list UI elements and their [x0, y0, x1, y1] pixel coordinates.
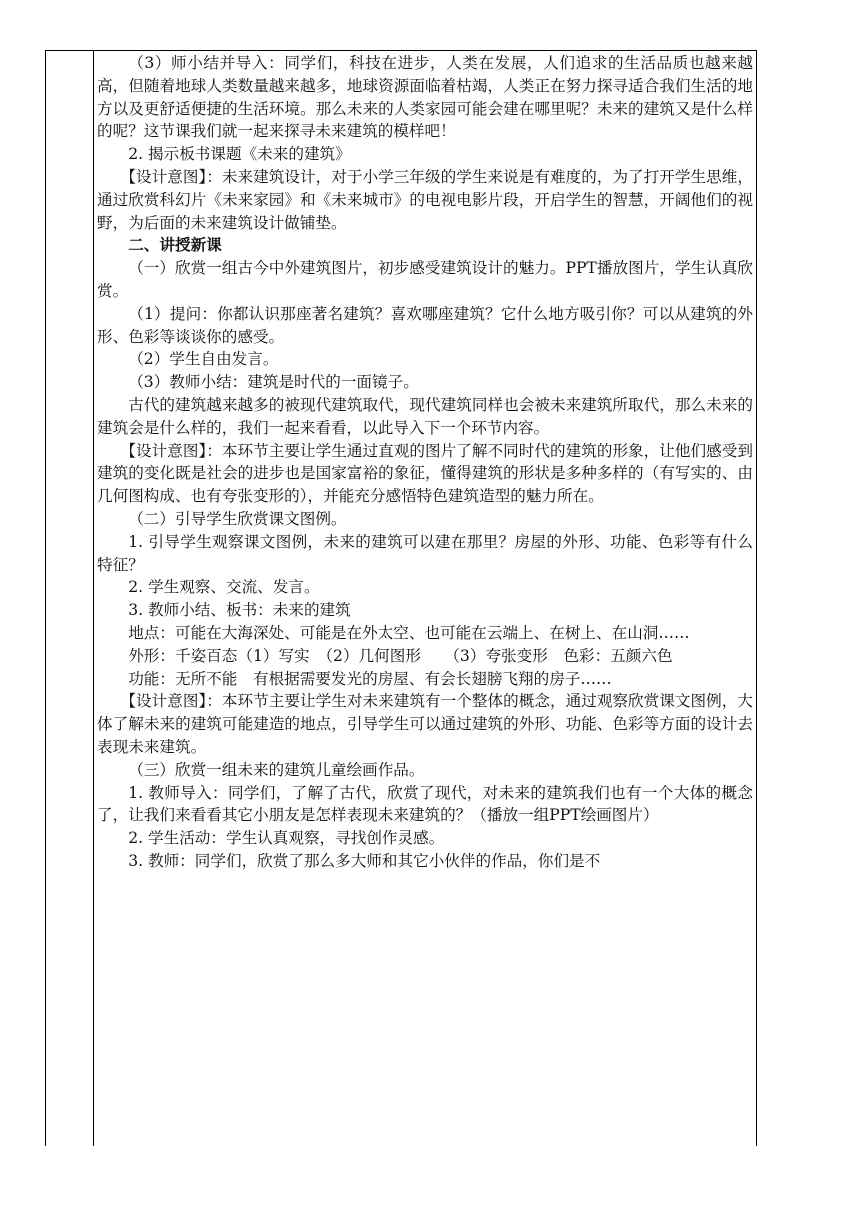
design-intent-paragraph: 【设计意图】：本环节主要让学生对未来建筑有一个整体的概念，通过观察欣赏课文图例，大体了解未来的建筑可能建造的地点，引导学生可以通过建筑的外形、功能、色彩等方面的设计去表现未来建筑。	[97, 692, 753, 756]
paragraph: （3）师小结并导入：同学们，科技在进步，人类在发展，人们追求的生活品质也越来越高，但随着地球人类数量越来越多，地球资源面临着枯竭，人类正在努力探寻适合我们生活的地方以及更舒适便捷的生活环境。那么未来的人类家园可能会建在哪里呢？未来的建筑又是什么样的呢？这节课我们就一起来探寻未来建筑的模样吧！	[97, 54, 753, 141]
paragraph: 古代的建筑越来越多的被现代建筑取代，现代建筑同样也会被未来建筑所取代，那么未来的建筑会是什么样的，我们一起来看看，以此导入下一个环节内容。	[97, 395, 753, 437]
table-top-border	[45, 50, 757, 51]
paragraph: 2. 学生活动：学生认真观察，寻找创作灵感。	[128, 829, 445, 848]
table-column-divider	[93, 50, 94, 1146]
paragraph: 3. 教师小结、板书：未来的建筑	[128, 601, 351, 620]
paragraph: （1）提问：你都认识那座著名建筑？喜欢哪座建筑？它什么地方吸引你？可以从建筑的外形、色彩等谈谈你的感受。	[97, 304, 753, 346]
paragraph: （一）欣赏一组古今中外建筑图片，初步感受建筑设计的魅力。PPT播放图片，学生认真欣赏。	[97, 259, 753, 300]
paragraph: （二）引导学生欣赏课文图例。	[128, 509, 347, 528]
paragraph: （三）欣赏一组未来的建筑儿童绘画作品。	[128, 760, 425, 779]
table-left-border	[45, 50, 46, 1146]
table-right-border	[756, 50, 757, 1146]
section-heading: 二、讲授新课	[128, 235, 222, 255]
paragraph: 2. 学生观察、交流、发言。	[128, 578, 320, 597]
paragraph: 1. 引导学生观察课文图例，未来的建筑可以建在那里？房屋的外形、功能、色彩等有什么特征？	[97, 532, 753, 574]
paragraph: 2. 揭示板书课题《未来的建筑》	[128, 145, 351, 164]
paragraph: （2）学生自由发言。	[128, 350, 279, 369]
paragraph: （3）教师小结：建筑是时代的一面镜子。	[128, 373, 419, 392]
paragraph: 1. 教师导入：同学们，了解了古代，欣赏了现代，对未来的建筑我们也有一个大体的概念了，让我们来看看其它小朋友是怎样表现未来建筑的？（播放一组PPT绘画图片）	[97, 783, 753, 825]
paragraph: 功能：无所不能 有根据需要发光的房屋、有会长翅膀飞翔的房子……	[128, 669, 612, 688]
design-intent-paragraph: 【设计意图】：本环节主要让学生通过直观的图片了解不同时代的建筑的形象，让他们感受到建筑的变化既是社会的进步也是国家富裕的象征，懂得建筑的形状是多种多样的（有写实的、由几何图构成、也有夸张变形的），并能充分感悟特色建筑造型的魅力所在。	[97, 441, 753, 506]
paragraph: 地点：可能在大海深处、可能是在外太空、也可能在云端上、在树上、在山洞……	[128, 623, 690, 642]
paragraph: 3. 教师：同学们，欣赏了那么多大师和其它小伙伴的作品，你们是不	[128, 851, 601, 870]
paragraph: 外形：千姿百态（1）写实 （2）几何图形 （3）夸张变形 色彩：五颜六色	[128, 646, 673, 665]
design-intent-paragraph: 【设计意图】：未来建筑设计，对于小学三年级的学生来说是有难度的，为了打开学生思维，通过欣赏科幻片《未来家园》和《未来城市》的电视电影片段，开启学生的智慧，开阔他们的视野，为后面的未来建筑设计做铺垫。	[97, 167, 753, 232]
lesson-plan-body	[97, 52, 753, 873]
